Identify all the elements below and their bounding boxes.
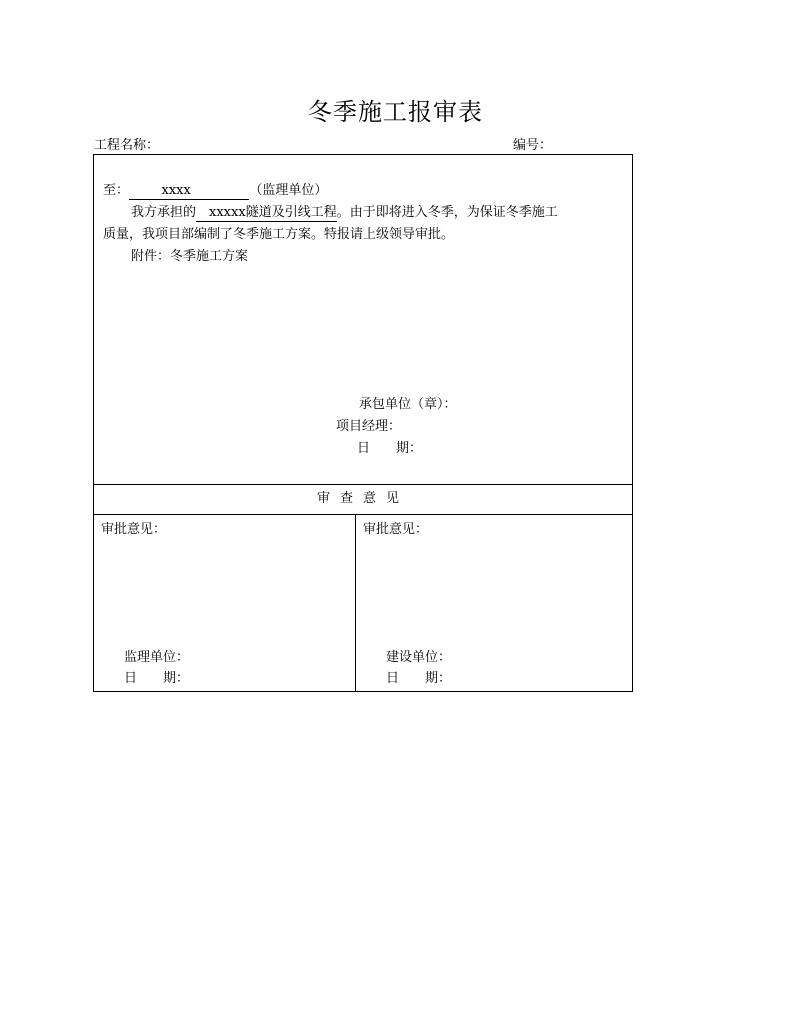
review-heading: 审查意见 [94, 484, 632, 515]
application-paragraph-line-2: 质量，我项目部编制了冬季施工方案。特报请上级领导审批。 [103, 227, 455, 242]
supervisor-date-label: 日 期： [124, 671, 190, 686]
approval-form-table [93, 154, 633, 692]
form-title: 冬季施工报审表 [308, 98, 483, 126]
date-label: 日 期： [357, 441, 423, 456]
number-label: 编号： [513, 138, 553, 153]
project-name: 隧道及引线工程 [245, 205, 337, 220]
owner-opinion-label: 审批意见： [363, 522, 429, 537]
supervisor-unit-suffix: （监理单位） [249, 183, 328, 198]
owner-date-label: 日 期： [386, 671, 452, 686]
project-field [196, 205, 337, 222]
project-name-label: 工程名称： [94, 138, 160, 153]
project-value: xxxxx [209, 205, 246, 220]
application-paragraph-line-1: 我方承担的 xxxxx隧道及引线工程。由于即将进入冬季，为保证冬季施工 [131, 205, 558, 220]
attachment-line: 附件：冬季施工方案 [131, 249, 249, 264]
supervisor-unit-label: 监理单位： [124, 650, 190, 665]
owner-unit-label: 建设单位： [386, 650, 452, 665]
contractor-label: 承包单位（章）： [359, 397, 457, 412]
supervisor-unit-field [129, 183, 249, 200]
to-prefix: 至： [103, 183, 130, 198]
owner-review-cell [356, 514, 632, 691]
addressee-line [103, 183, 327, 200]
supervisor-unit-value: xxxx [161, 183, 191, 198]
project-manager-label: 项目经理： [336, 419, 402, 434]
supervisor-review-cell [94, 514, 356, 691]
supervisor-opinion-label: 审批意见： [101, 522, 167, 537]
review-section [94, 514, 632, 691]
application-section [94, 155, 632, 485]
